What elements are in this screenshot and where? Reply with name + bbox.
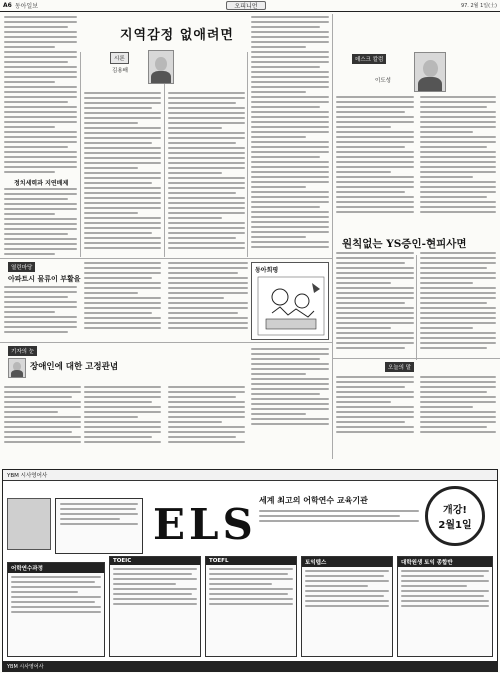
article-label: 시론 bbox=[110, 52, 129, 64]
ad-box-title: TOEIC bbox=[110, 557, 200, 565]
column-headline: 장애인에 대한 고정관념 bbox=[30, 362, 119, 372]
paper-name: 동아일보 bbox=[14, 3, 39, 10]
column-rule bbox=[332, 14, 333, 459]
ad-top-bar bbox=[3, 470, 497, 481]
article-text-block bbox=[84, 92, 161, 256]
reporter-photo bbox=[8, 358, 26, 378]
cartoon-title: 동아희평 bbox=[255, 267, 279, 274]
article-text-block bbox=[251, 16, 329, 256]
article-text-block bbox=[336, 376, 414, 460]
article-text-block bbox=[4, 386, 81, 464]
article-text-block bbox=[168, 262, 248, 340]
ad-book-image bbox=[7, 498, 51, 550]
article-text-block bbox=[336, 96, 414, 226]
ad-box-title: TOEFL bbox=[206, 557, 296, 565]
section-tab: 오피니언 bbox=[226, 1, 266, 10]
ad-box-title: 토익텝스 bbox=[302, 557, 392, 567]
section-label: 열린마당 bbox=[8, 262, 35, 272]
page-header bbox=[0, 0, 500, 12]
article-text-block bbox=[4, 16, 77, 176]
article-text-block bbox=[336, 252, 414, 356]
cartoon-drawing-icon bbox=[252, 263, 329, 340]
editorial-cartoon bbox=[251, 262, 329, 340]
section-label: 기자의 눈 bbox=[8, 346, 37, 356]
ad-course-box bbox=[7, 562, 105, 657]
ad-description bbox=[259, 510, 419, 525]
dateline: 97. 2월 1일(土) bbox=[460, 3, 497, 9]
column-label: 데스크 칼럼 bbox=[352, 54, 386, 64]
ad-bottom-bar bbox=[3, 661, 497, 671]
article-text-block bbox=[84, 262, 161, 340]
article-text-block bbox=[168, 92, 245, 256]
ad-course-box bbox=[109, 556, 201, 657]
ad-top-text: YBM 시사영어사 bbox=[7, 473, 48, 479]
article-text-block bbox=[84, 386, 161, 464]
ad-course-box bbox=[397, 556, 493, 657]
column-label: 오늘의 말 bbox=[385, 362, 414, 372]
article-text-block bbox=[4, 188, 77, 256]
ad-course-box bbox=[205, 556, 297, 657]
article-subheading: 정치세력과 지연배제 bbox=[14, 180, 69, 187]
article-byline: 김용배 bbox=[112, 68, 128, 74]
ad-open-line2: 2월1일 bbox=[438, 520, 472, 531]
ad-course-box bbox=[301, 556, 393, 657]
ad-brand-logo: ELS bbox=[153, 500, 257, 549]
column-byline: 이도성 bbox=[375, 78, 391, 84]
ad-open-line1: 개강! bbox=[443, 505, 467, 516]
article-title: 지역감정 없애려면 bbox=[120, 28, 234, 43]
column-rule bbox=[247, 52, 248, 257]
section-rule bbox=[0, 342, 332, 343]
column-rule bbox=[80, 52, 81, 257]
letter-headline: 아파트시 물류이 부활을 bbox=[8, 274, 81, 283]
advertisement[interactable] bbox=[2, 469, 498, 672]
ad-promo-box bbox=[55, 498, 143, 554]
ad-open-badge bbox=[425, 486, 485, 546]
column-headline: 원칙없는 YS증인-현피사면 bbox=[342, 238, 467, 250]
author-photo bbox=[148, 50, 174, 84]
article-text-block bbox=[251, 348, 329, 462]
columnist-photo bbox=[414, 52, 446, 92]
ad-box-title: 어학연수과정 bbox=[8, 563, 104, 573]
article-text-block bbox=[420, 96, 496, 226]
page-number: A6 bbox=[3, 2, 12, 9]
section-rule bbox=[332, 358, 500, 359]
article-text-block bbox=[168, 386, 245, 464]
ad-slogan: 세계 최고의 어학연수 교육기관 bbox=[259, 496, 368, 505]
article-text-block bbox=[4, 286, 77, 340]
ad-box-title: 대학원생 토익 종합반 bbox=[398, 557, 492, 567]
article-text-block bbox=[420, 376, 496, 460]
article-text-block bbox=[420, 252, 496, 356]
section-rule bbox=[0, 258, 332, 259]
column-rule bbox=[416, 255, 417, 360]
ad-bottom-text: YBM 시사영어사 bbox=[7, 663, 44, 670]
